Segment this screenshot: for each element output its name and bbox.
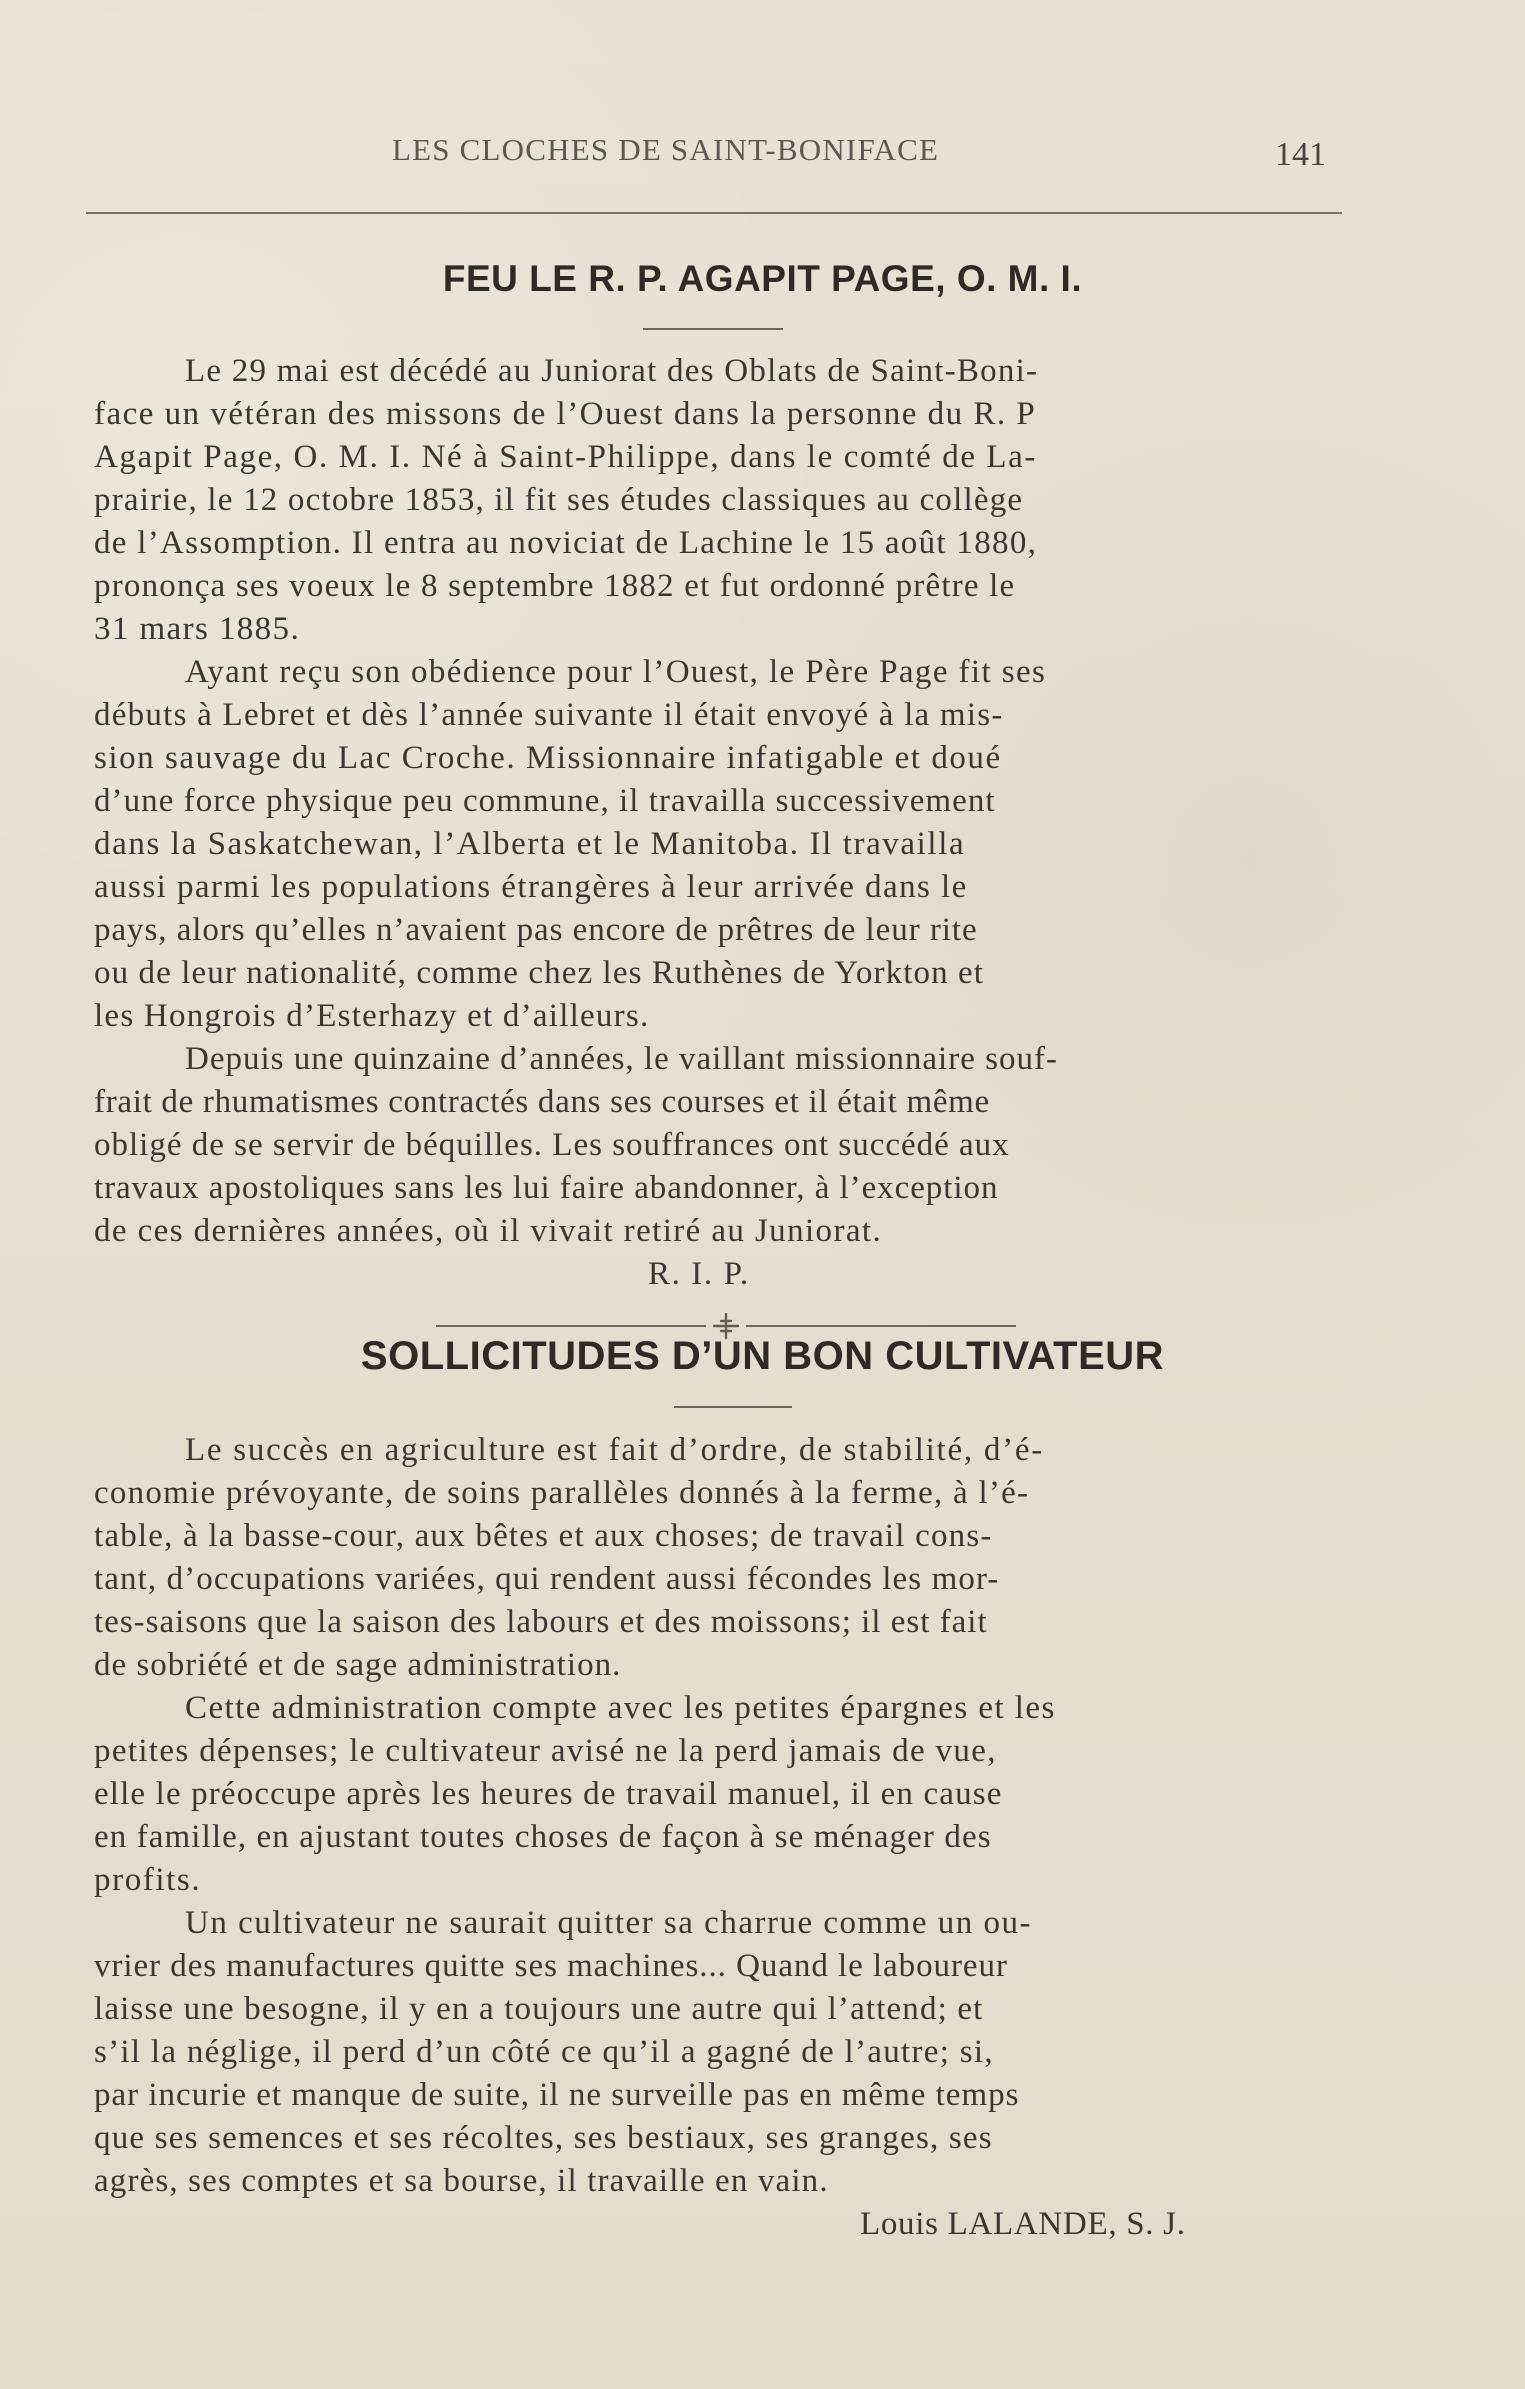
article1-line-6: prononça ses voeux le 8 septembre 1882 et fut ordonné prêtre le [94, 568, 1016, 604]
title-underline-rule-2 [674, 1406, 792, 1408]
article2-line-10: en famille, en ajustant toutes choses de façon à se ménager des [94, 1819, 992, 1855]
title-underline-rule [643, 328, 783, 330]
article1-line-12: dans la Saskatchewan, l’Alberta et le Manitoba. Il travailla [94, 826, 966, 862]
article1-line-19: obligé de se servir de béquilles. Les souffrances ont succédé aux [94, 1127, 1010, 1163]
divider-left-line [436, 1325, 706, 1327]
article1-line-3: Agapit Page, O. M. I. Né à Saint-Philippe, dans le comté de La- [94, 439, 1038, 475]
article2-line-11: profits. [94, 1862, 202, 1898]
article1-line-1: Le 29 mai est décédé au Juniorat des Oblats de Saint-Boni- [185, 353, 1039, 389]
article2-line-1: Le succès en agriculture est fait d’ordre, de stabilité, d’é- [185, 1432, 1044, 1468]
article1-line-10: sion sauvage du Lac Croche. Missionnaire infatigable et doué [94, 740, 1002, 776]
article1-line-5: de l’Assomption. Il entra au noviciat de Lachine le 15 août 1880, [94, 525, 1038, 561]
article1-line-16: les Hongrois d’Esterhazy et d’ailleurs. [94, 998, 650, 1034]
article1-line-13: aussi parmi les populations étrangères à leur arrivée dans le [94, 869, 968, 905]
page-number: 141 [1275, 136, 1326, 173]
article-title-page: FEU LE R. P. AGAPIT PAGE, O. M. I. [442, 258, 1083, 299]
article2-line-17: que ses semences et ses récoltes, ses bestiaux, ses granges, ses [94, 2120, 993, 2156]
article1-line-7: 31 mars 1885. [94, 611, 301, 647]
article2-line-15: s’il la néglige, il perd d’un côté ce qu’il a gagné de l’autre; si, [94, 2034, 994, 2070]
article2-line-14: laisse une besogne, il y en a toujours une autre qui l’attend; et [94, 1991, 984, 2027]
article1-line-14: pays, alors qu’elles n’avaient pas encore de prêtres de leur rite [94, 912, 978, 948]
article1-line-8: Ayant reçu son obédience pour l’Ouest, le Père Page fit ses [185, 654, 1047, 690]
article1-line-18: frait de rhumatismes contractés dans ses courses et il était même [94, 1084, 990, 1120]
signature: Louis LALANDE, S. J. [860, 2206, 1186, 2242]
article1-line-9: débuts à Lebret et dès l’année suivante il était envoyé à la mis- [94, 697, 1004, 733]
article2-line-3: table, à la basse-cour, aux bêtes et aux choses; de travail cons- [94, 1518, 993, 1554]
article2-line-6: de sobriété et de sage administration. [94, 1647, 622, 1683]
article-title-cultivateur: SOLLICITUDES D’UN BON CULTIVATEUR [360, 1334, 1165, 1378]
article2-line-12: Un cultivateur ne saurait quitter sa charrue comme un ou- [185, 1905, 1032, 1941]
article2-line-18: agrès, ses comptes et sa bourse, il travaille en vain. [94, 2163, 829, 2199]
header-rule [86, 212, 1342, 214]
article1-line-4: prairie, le 12 octobre 1853, il fit ses études classiques au collège [94, 482, 1024, 518]
article1-line-2: face un vétéran des missons de l’Ouest dans la personne du R. P [94, 396, 1037, 432]
article1-line-20: travaux apostoliques sans les lui faire abandonner, à l’exception [94, 1170, 999, 1206]
article2-line-2: conomie prévoyante, de soins parallèles donnés à la ferme, à l’é- [94, 1475, 1030, 1511]
running-title: LES CLOCHES DE SAINT-BONIFACE [392, 132, 940, 167]
article2-line-13: vrier des manufactures quitte ses machines... Quand le laboureur [94, 1948, 1008, 1984]
article2-line-8: petites dépenses; le cultivateur avisé ne la perd jamais de vue, [94, 1733, 997, 1769]
article1-line-15: ou de leur nationalité, comme chez les Ruthènes de Yorkton et [94, 955, 985, 991]
article1-line-17: Depuis une quinzaine d’années, le vaillant missionnaire souf- [185, 1041, 1058, 1077]
divider-right-line [746, 1325, 1016, 1327]
article1-line-21: de ces dernières années, où il vivait retiré au Juniorat. [94, 1213, 883, 1249]
closing-rip: R. I. P. [648, 1256, 750, 1292]
article2-line-16: par incurie et manque de suite, il ne surveille pas en même temps [94, 2077, 1020, 2113]
article2-line-9: elle le préoccupe après les heures de travail manuel, il en cause [94, 1776, 1003, 1812]
article2-line-7: Cette administration compte avec les petites épargnes et les [185, 1690, 1056, 1726]
article2-line-5: tes-saisons que la saison des labours et des moissons; il est fait [94, 1604, 988, 1640]
article1-line-11: d’une force physique peu commune, il travailla successivement [94, 783, 996, 819]
article2-line-4: tant, d’occupations variées, qui rendent aussi fécondes les mor- [94, 1561, 1000, 1597]
